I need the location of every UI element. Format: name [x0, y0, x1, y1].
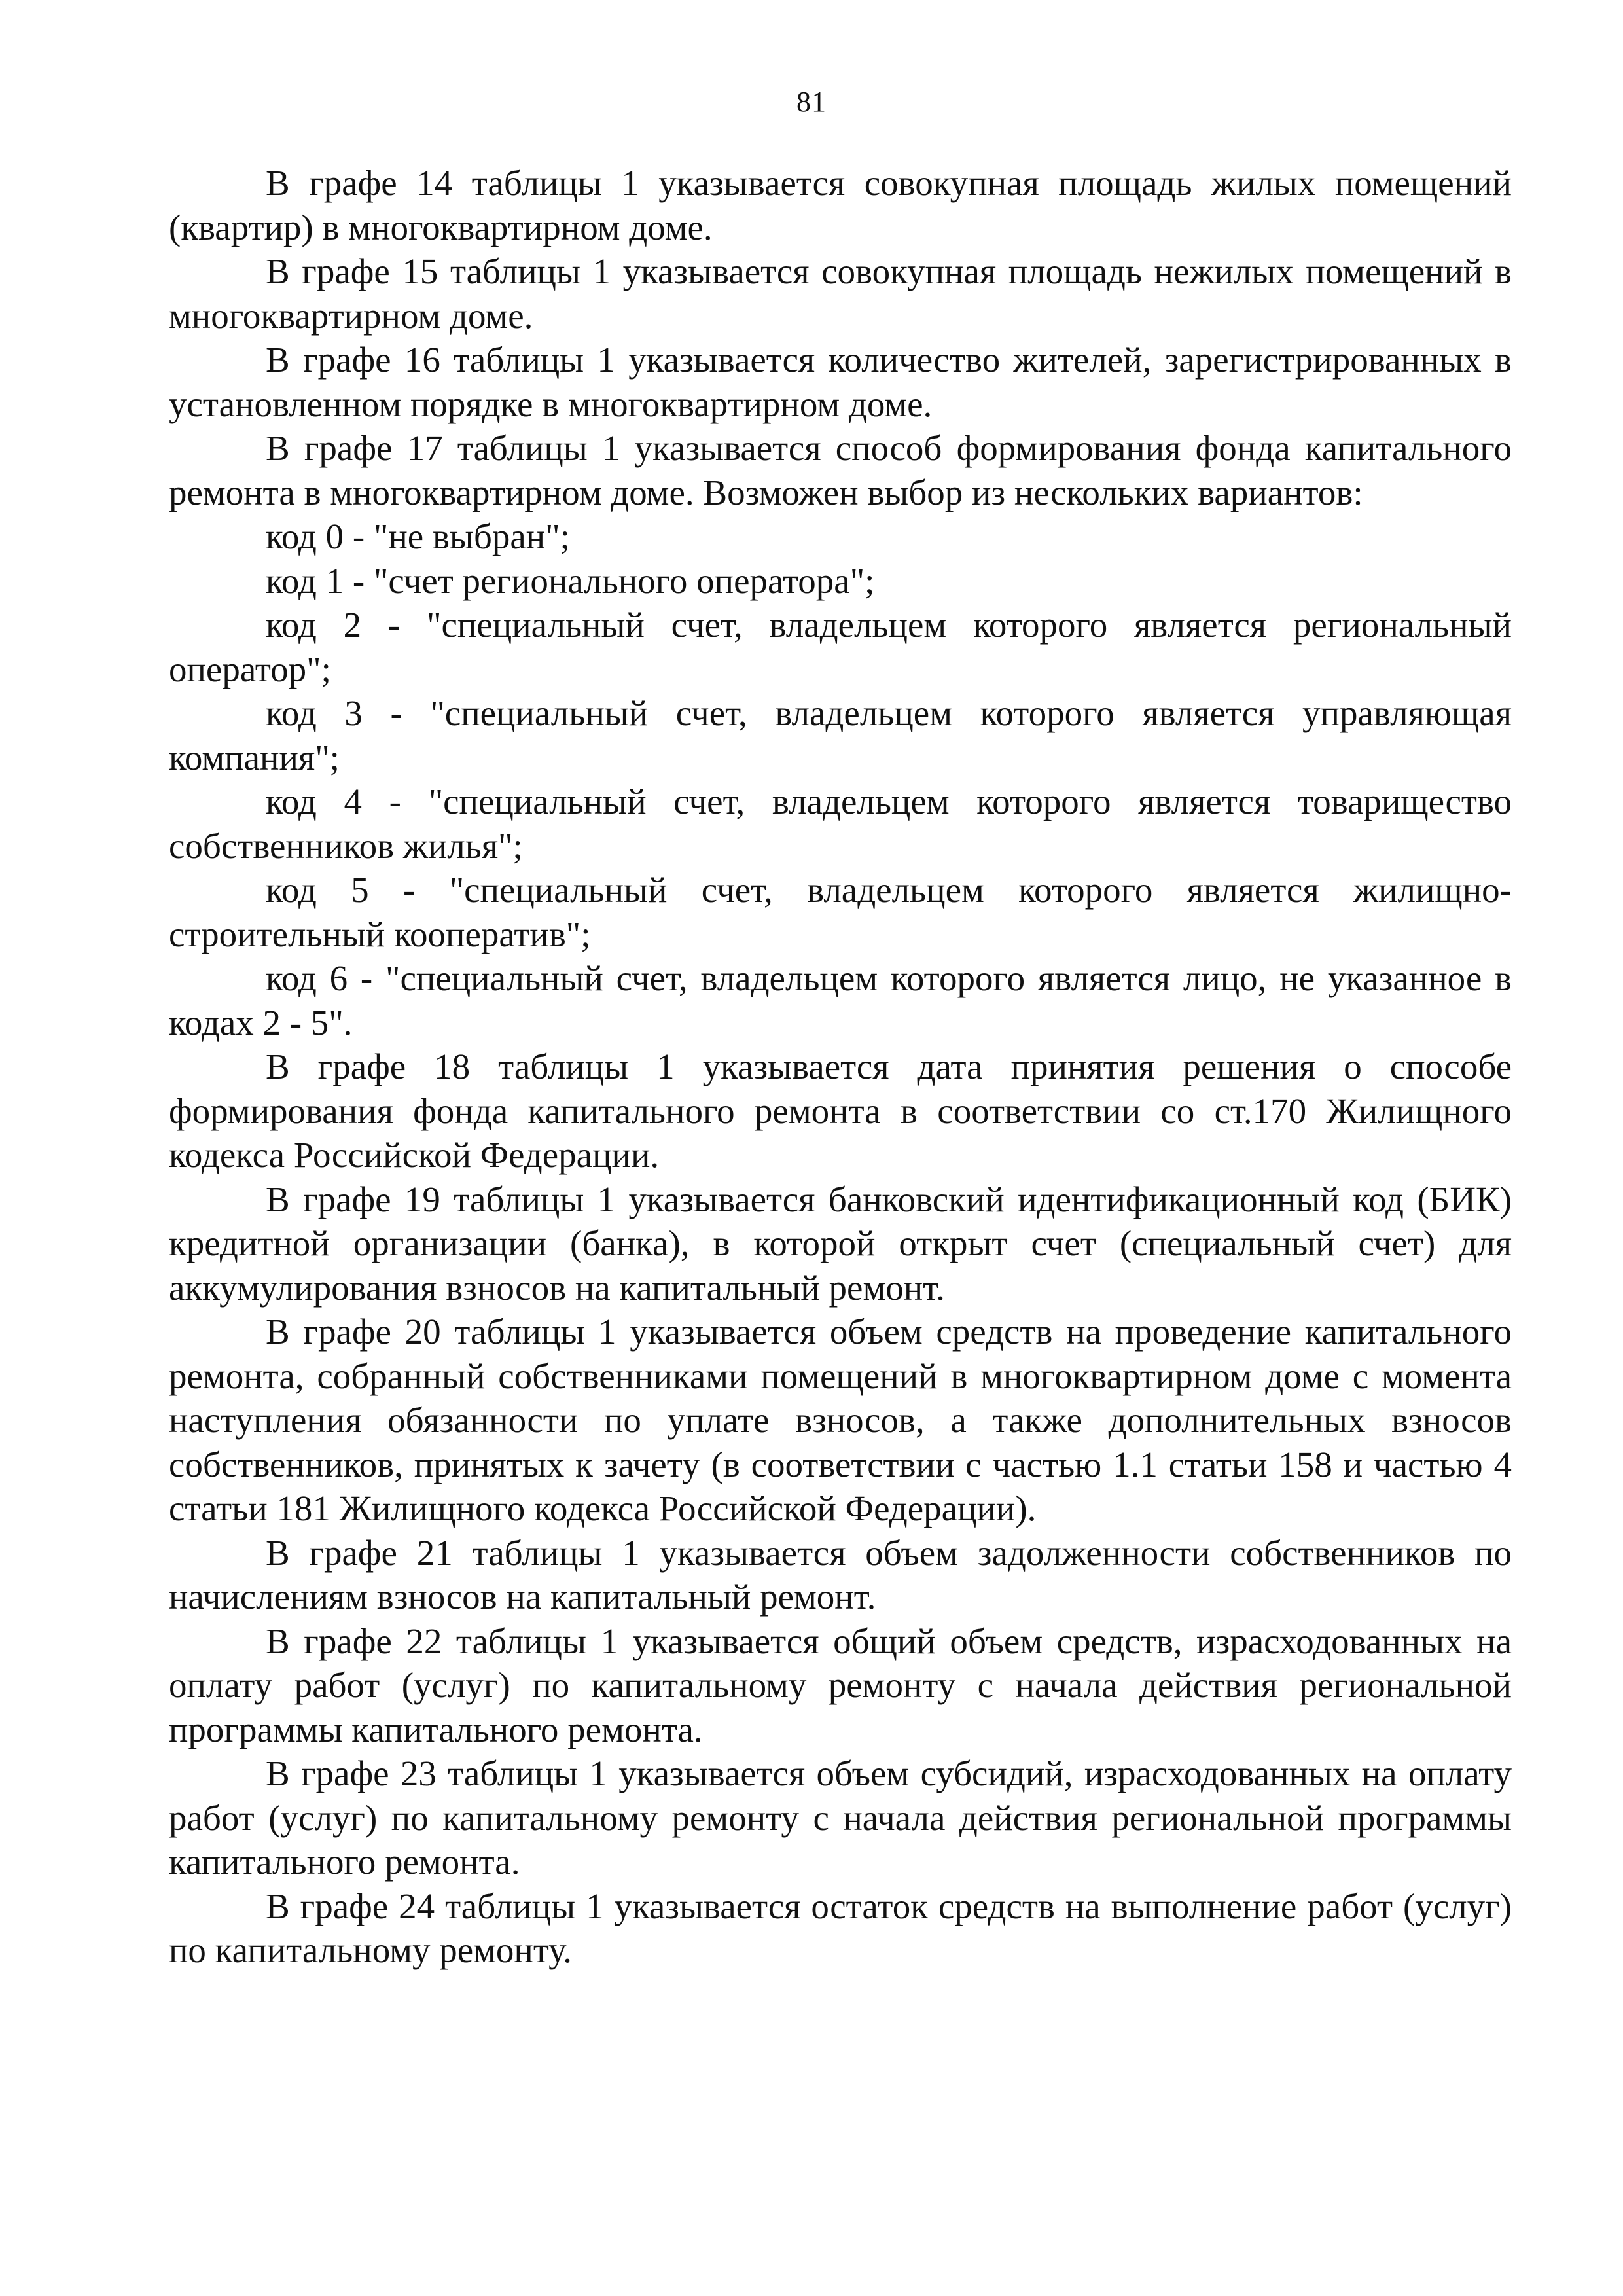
paragraph-column-21: В графе 21 таблицы 1 указывается объем задолженности собственников по начислениям взносов на капитальный ремонт.	[169, 1532, 1512, 1617]
list-item-code-1: код 1 - "счет регионального оператора";	[266, 560, 875, 601]
paragraph-column-24: В графе 24 таблицы 1 указывается остаток средств на выполнение работ (услуг) по капитальному ремонту.	[169, 1886, 1512, 1970]
list-item-code-2: код 2 - "специальный счет, владельцем которого является региональный оператор";	[169, 605, 1512, 689]
paragraph-column-15: В графе 15 таблицы 1 указывается совокупная площадь нежилых помещений в многоквартирном доме.	[169, 251, 1512, 336]
paragraph-column-22: В графе 22 таблицы 1 указывается общий объем средств, израсходованных на оплату работ (услуг) по капитальному ремонту с начала действия региональной программы капитального ремонта.	[169, 1621, 1512, 1749]
document-body	[169, 161, 1512, 1973]
paragraph-column-17: В графе 17 таблицы 1 указывается способ формирования фонда капитального ремонта в многоквартирном доме. Возможен выбор из нескольких вариантов:	[169, 428, 1512, 512]
paragraph-column-16: В графе 16 таблицы 1 указывается количество жителей, зарегистрированных в установленном порядке в многоквартирном доме.	[169, 340, 1512, 424]
list-item-code-0: код 0 - "не выбран";	[266, 516, 570, 556]
paragraph-column-19: В графе 19 таблицы 1 указывается банковский идентификационный код (БИК) кредитной организации (банка), в которой открыт счет (специальный счет) для аккумулирования взносов на капитальный ремонт.	[169, 1179, 1512, 1308]
paragraph-column-23: В графе 23 таблицы 1 указывается объем субсидий, израсходованных на оплату работ (услуг) по капитальному ремонту с начала действия региональной программы капитального ремонта.	[169, 1753, 1512, 1882]
list-item-code-3: код 3 - "специальный счет, владельцем которого является управляющая компания";	[169, 693, 1512, 778]
paragraph-column-20: В графе 20 таблицы 1 указывается объем средств на проведение капитального ремонта, собранный собственниками помещений в многоквартирном доме с момента наступления обязанности по уплате взносов, а также дополнительных взносов собственников, принятых к зачету (в соответствии с частью 1.1 статьи 158 и частью 4 статьи 181 Жилищного кодекса Российской Федерации).	[169, 1312, 1512, 1528]
paragraph-column-18: В графе 18 таблицы 1 указывается дата принятия решения о способе формирования фонда капитального ремонта в соответствии со ст.170 Жилищного кодекса Российской Федерации.	[169, 1047, 1512, 1175]
list-item-code-5: код 5 - "специальный счет, владельцем которого является жилищно-строительный кооператив";	[169, 870, 1512, 954]
page-number: 81	[796, 86, 827, 118]
list-item-code-6: код 6 - "специальный счет, владельцем которого является лицо, не указанное в кодах 2 - 5".	[169, 958, 1512, 1043]
paragraph-column-14: В графе 14 таблицы 1 указывается совокупная площадь жилых помещений (квартир) в многоквартирном доме.	[169, 163, 1512, 247]
list-item-code-4: код 4 - "специальный счет, владельцем которого является товарищество собственников жилья";	[169, 781, 1512, 866]
